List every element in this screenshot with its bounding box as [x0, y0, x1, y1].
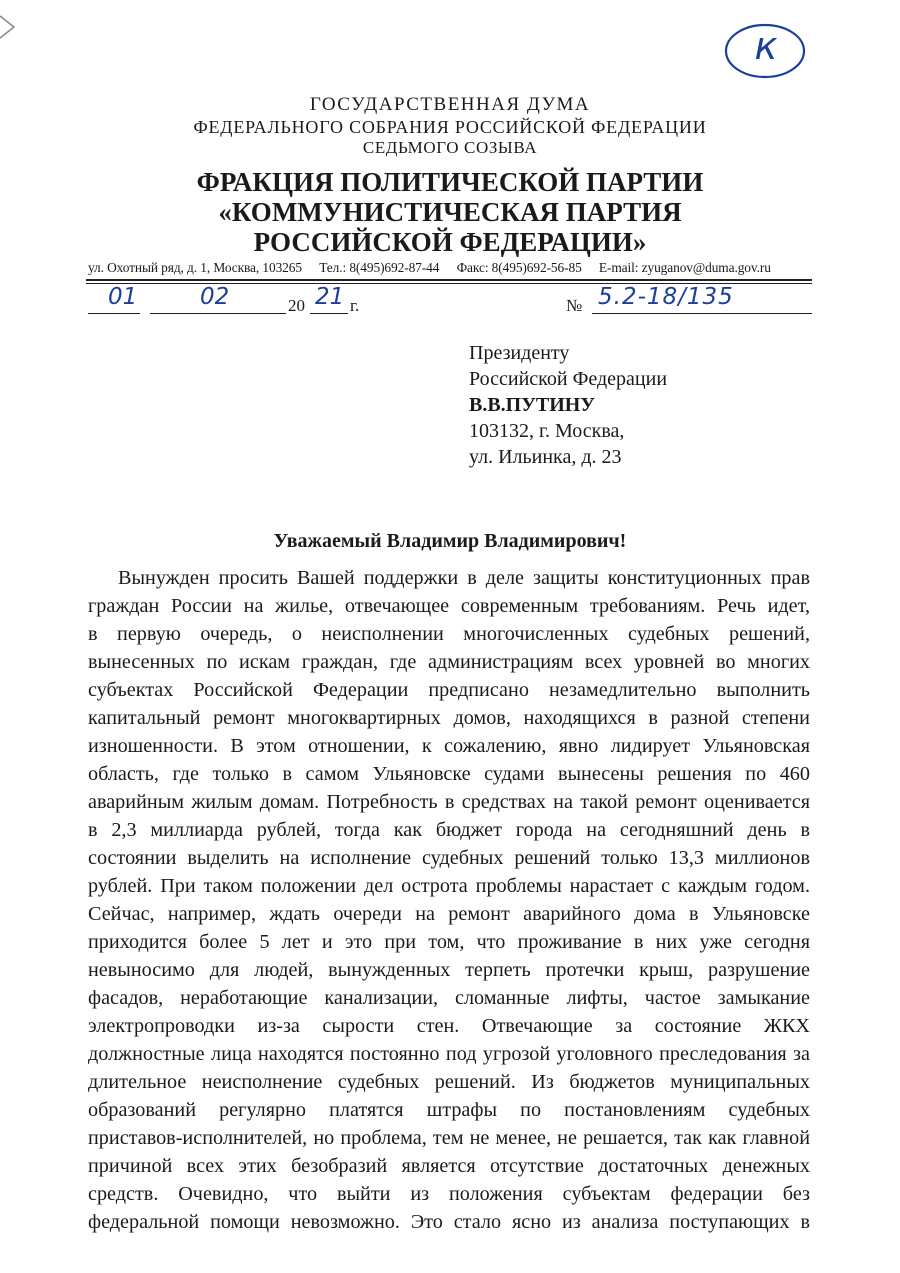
salutation: Уважаемый Владимир Владимирович!: [273, 530, 627, 552]
number-label: №: [566, 296, 583, 315]
contact-phone: Тел.: 8(495)692-87-44: [319, 260, 440, 275]
contact-fax: Факс: 8(495)692-56-85: [456, 260, 582, 275]
addressee-name: В.В.ПУТИНУ: [469, 394, 596, 416]
faction-title-line-3: РОССИЙСКОЙ ФЕДЕРАЦИИ»: [253, 227, 647, 257]
addressee-country: Российской Федерации: [469, 368, 668, 390]
body-line: рублей. При таком положении дел острота проблемы нарастает с каждым годом.: [88, 875, 810, 897]
contact-address: ул. Охотный ряд, д. 1, Москва, 103265: [88, 260, 302, 275]
number-underline: [592, 313, 812, 314]
header-duma: ГОСУДАРСТВЕННАЯ ДУМА: [309, 94, 591, 115]
body-line: фасадов, неработающие канализации, сломанные лифты, частое замыкание: [88, 987, 810, 1009]
body-line: причиной всех этих безобразий является отсутствие достаточных денежных: [88, 1155, 810, 1177]
body-line: длительное неисполнение судебных решений. Из бюджетов муниципальных: [88, 1071, 810, 1093]
body-line: вынесенных по искам граждан, где администрациям всех уровней во многих: [88, 651, 810, 673]
body-line: Вынужден просить Вашей поддержки в деле защиты конституционных прав: [118, 567, 810, 589]
letter-body: [88, 564, 810, 1236]
registration-number: 5.2-18/135: [598, 284, 734, 310]
date-day-underline: [88, 313, 140, 314]
faction-title-line-1: ФРАКЦИЯ ПОЛИТИЧЕСКОЙ ПАРТИИ: [196, 167, 704, 197]
body-line: капитальный ремонт многоквартирных домов, находящихся в разной степени: [88, 707, 810, 729]
body-line: образований регулярно платятся штрафы по постановлениям судебных: [88, 1099, 810, 1121]
body-line: состоянии выделить на исполнение судебных решений только 13,3 миллионов: [88, 847, 810, 869]
body-line: федеральной помощи невозможно. Это стало ясно из анализа поступающих в: [88, 1211, 810, 1233]
body-line: изношенности. В этом отношении, к сожалению, явно лидирует Ульяновская: [88, 735, 810, 757]
date-month-underline: [150, 313, 286, 314]
date-month: 02: [200, 284, 230, 310]
body-line: электропроводки из-за сырости стен. Отвечающие за состояние ЖКХ: [88, 1015, 810, 1037]
addressee-address-line-1: 103132, г. Москва,: [469, 420, 625, 442]
body-line: субъектах Российской Федерации предписано незамедлительно выполнить: [88, 679, 810, 701]
date-year-mark: г.: [350, 296, 360, 315]
body-line: должностные лица находятся постоянно под угрозой уголовного преследования за: [88, 1043, 810, 1065]
body-line: область, где только в самом Ульяновске судами вынесены решения по 460: [88, 763, 810, 785]
body-line: невыносимо для людей, вынужденных терпеть протечки крыш, разрушение: [88, 959, 810, 981]
date-day: 01: [108, 284, 138, 310]
contact-email: E-mail: zyuganov@duma.gov.ru: [598, 260, 771, 275]
addressee-title: Президенту: [469, 342, 570, 364]
body-line: аварийным жилым домам. Потребность в средствах на такой ремонт оценивается: [88, 791, 810, 813]
header-convocation: СЕДЬМОГО СОЗЫВА: [362, 138, 538, 157]
addressee-address-line-2: ул. Ильинка, д. 23: [469, 446, 622, 468]
body-line: в первую очередь, о неисполнении многочисленных судебных решений,: [88, 623, 810, 645]
header-rule-thick: [86, 279, 812, 281]
faction-title-line-2: «КОММУНИСТИЧЕСКАЯ ПАРТИЯ: [218, 197, 682, 227]
body-line: Сейчас, например, ждать очереди на ремонт аварийного дома в Ульяновске: [88, 903, 810, 925]
date-year-suffix: 21: [315, 284, 345, 310]
body-line: в 2,3 миллиарда рублей, тогда как бюджет города на сегодняшний день в: [88, 819, 810, 841]
body-line: средств. Очевидно, что выйти из положения субъектам федерации без: [88, 1183, 810, 1205]
page-corner-mark: [0, 14, 18, 40]
date-year-prefix: 20: [288, 296, 305, 315]
body-line: граждан России на жилье, отвечающее современным требованиям. Речь идет,: [88, 595, 810, 617]
stamp-letter: к: [754, 24, 778, 68]
header-federal-assembly: ФЕДЕРАЛЬНОГО СОБРАНИЯ РОССИЙСКОЙ ФЕДЕРАЦИИ: [193, 117, 707, 137]
body-line: приходится более 5 лет и это при том, что проживание в них уже сегодня: [88, 931, 810, 953]
date-year-underline: [310, 313, 348, 314]
body-line: приставов-исполнителей, но проблема, тем не менее, не решается, так как главной: [88, 1127, 810, 1149]
header-contacts: [88, 260, 810, 276]
